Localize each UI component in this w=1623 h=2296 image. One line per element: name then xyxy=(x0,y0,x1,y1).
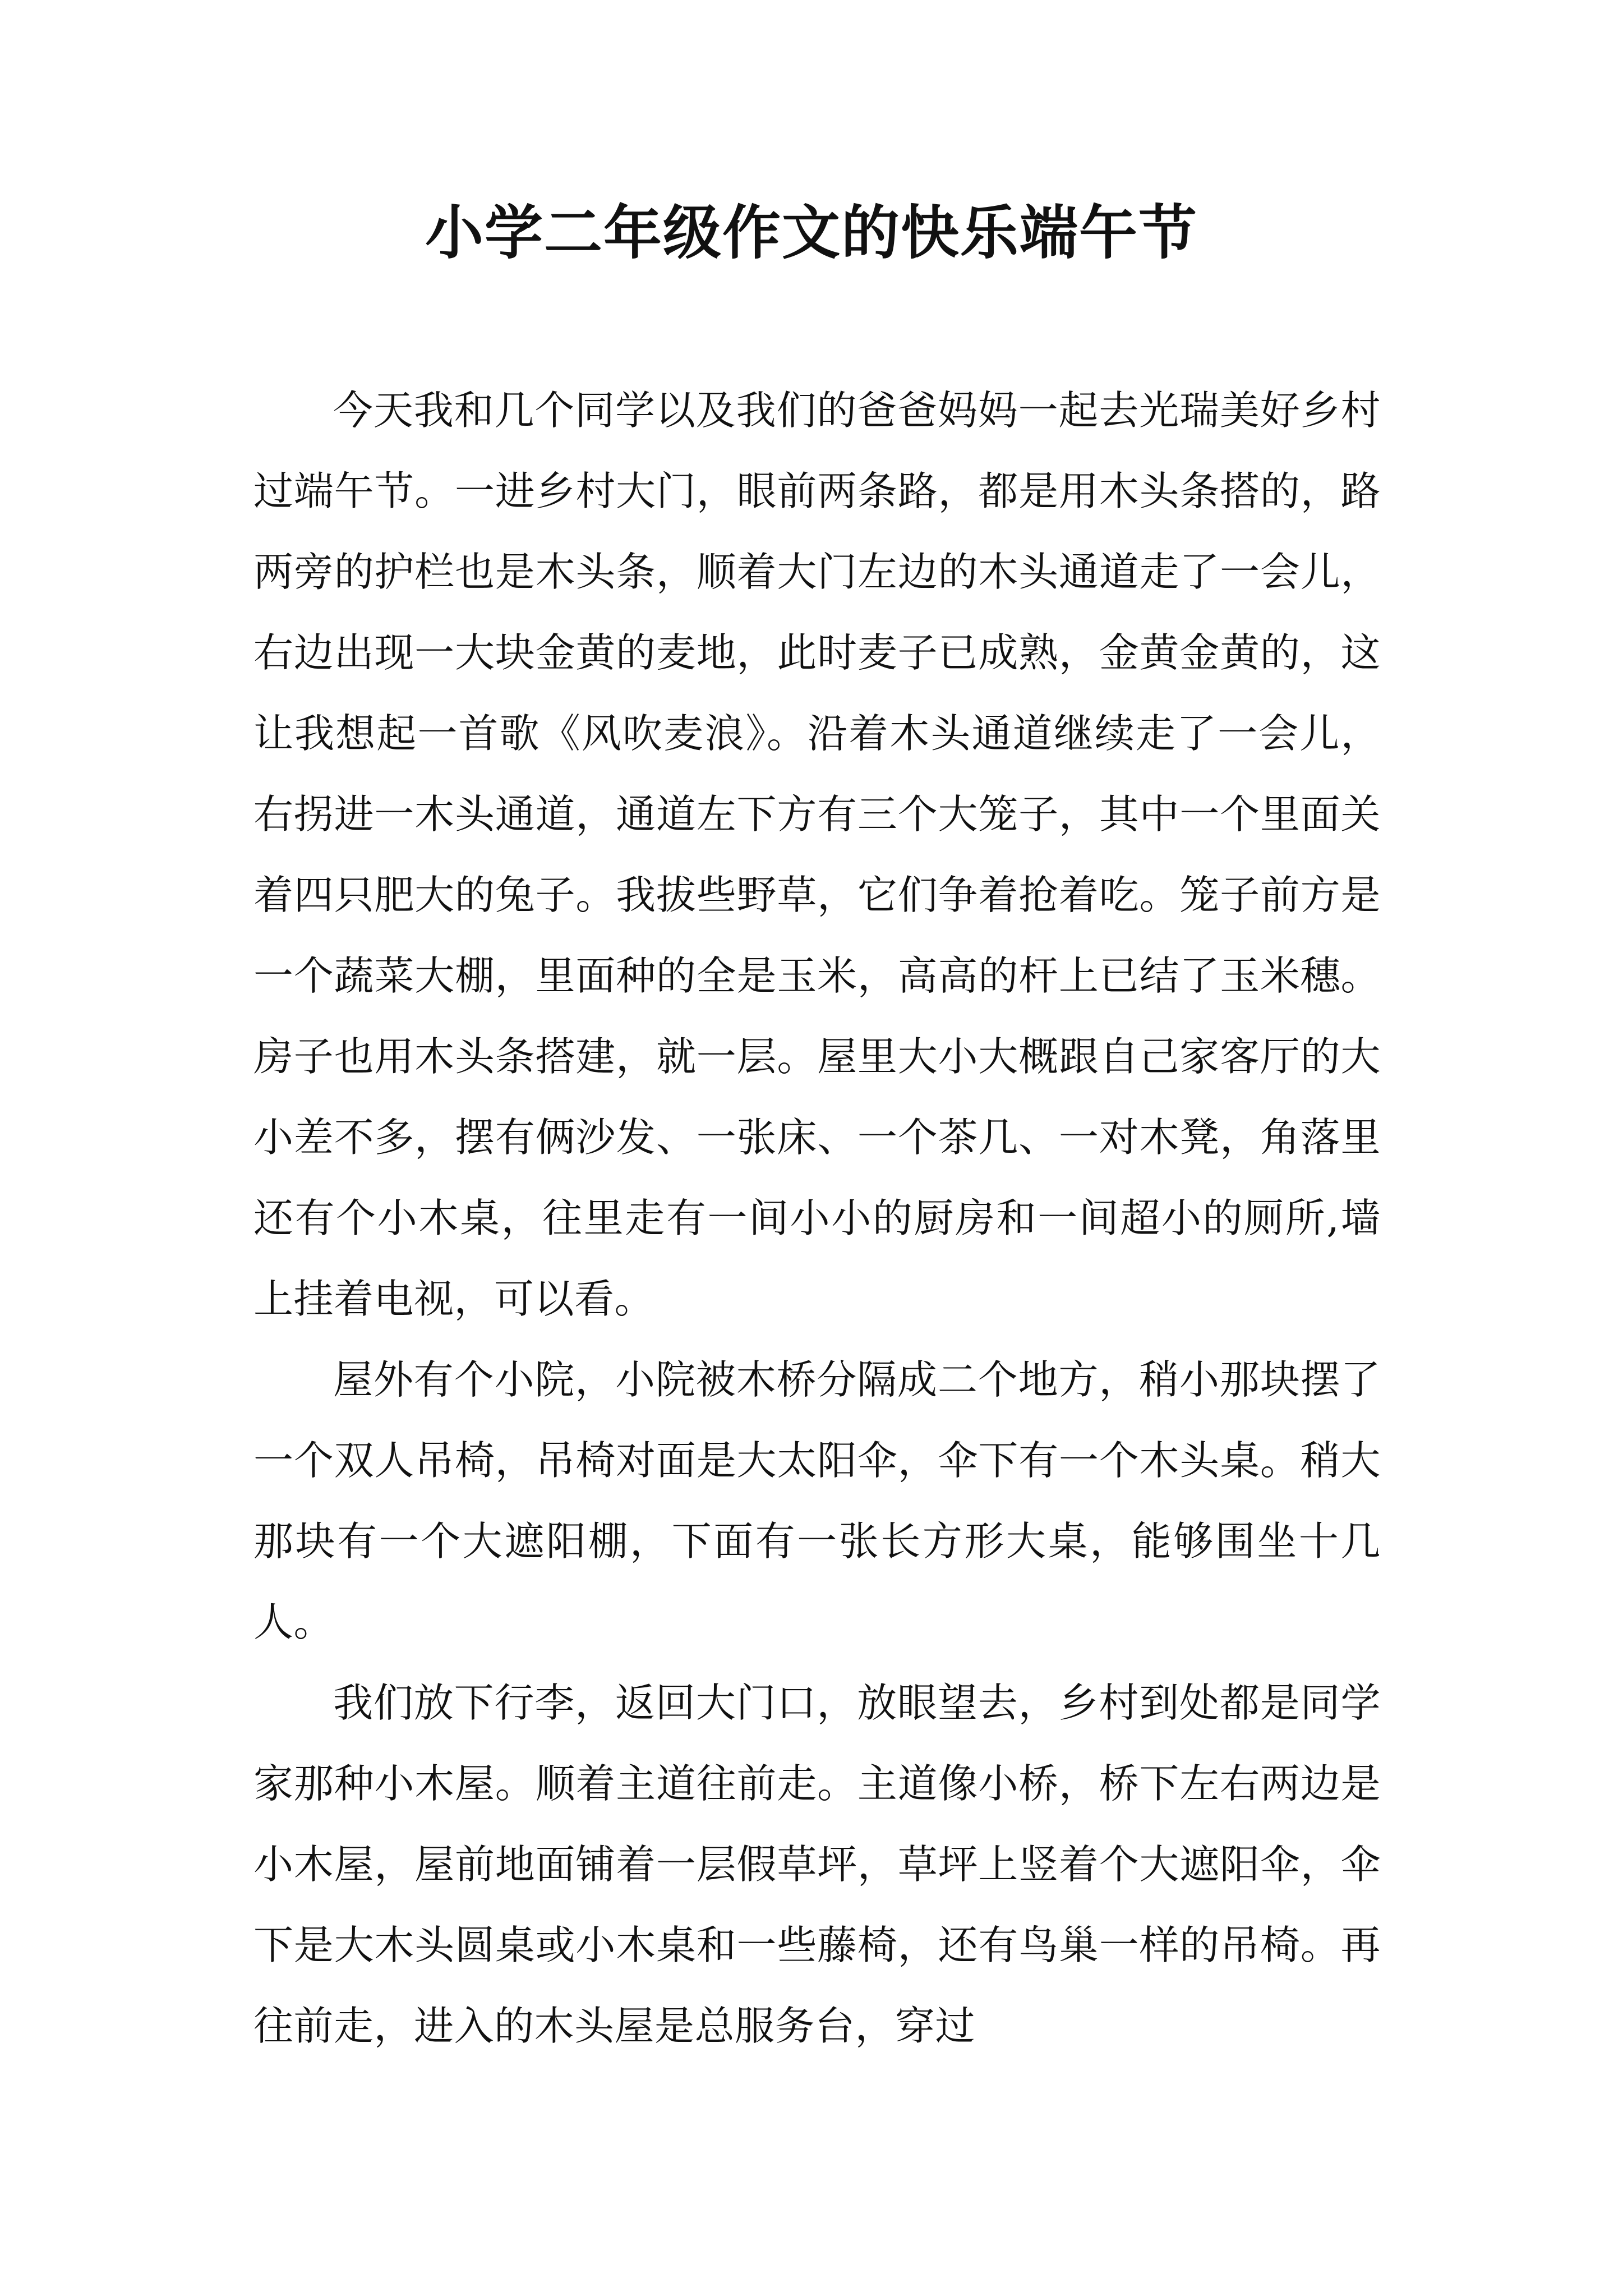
document-body xyxy=(253,370,1381,2067)
paragraph-2: 屋外有个小院，小院被木桥分隔成二个地方，稍小那块摆了一个双人吊椅，吊椅对面是大太阳伞，伞下有一个木头桌。稍大那块有一个大遮阳棚，下面有一张长方形大桌，能够围坐十几人。 xyxy=(253,1356,1381,1645)
paragraph-3: 我们放下行李，返回大门口，放眼望去，乡村到处都是同学家那种小木屋。顺着主道往前走。主道像小桥，桥下左右两边是小木屋，屋前地面铺着一层假草坪，草坪上竖着个大遮阳伞，伞下是大木头圆桌或小木桌和一些藤椅，还有鸟巢一样的吊椅。再往前走，进入的木头屋是总服务台，穿过 xyxy=(253,1680,1381,2049)
paragraph-1: 今天我和几个同学以及我们的爸爸妈妈一起去光瑞美好乡村过端午节。一进乡村大门，眼前两条路，都是用木头条搭的，路两旁的护栏也是木头条，顺着大门左边的木头通道走了一会儿，右边出现一大块金黄的麦地，此时麦子已成熟，金黄金黄的，这让我想起一首歌《风吹麦浪》。沿着木头通道继续走了一会儿，右拐进一木头通道，通道左下方有三个大笼子，其中一个里面关着四只肥大的兔子。我拔些野草，它们争着抢着吃。笼子前方是一个蔬菜大棚，里面种的全是玉米，高高的杆上已结了玉米穗。房子也用木头条搭建，就一层。屋里大小大概跟自己家客厅的大小差不多，摆有俩沙发、一张床、一个茶几、一对木凳，角落里还有个小木桌，往里走有一间小小的厨房和一间超小的厕所,墙上挂着电视，可以看。 xyxy=(253,387,1381,1322)
document-title: 小学二年级作文的快乐端午节 xyxy=(425,198,1198,267)
